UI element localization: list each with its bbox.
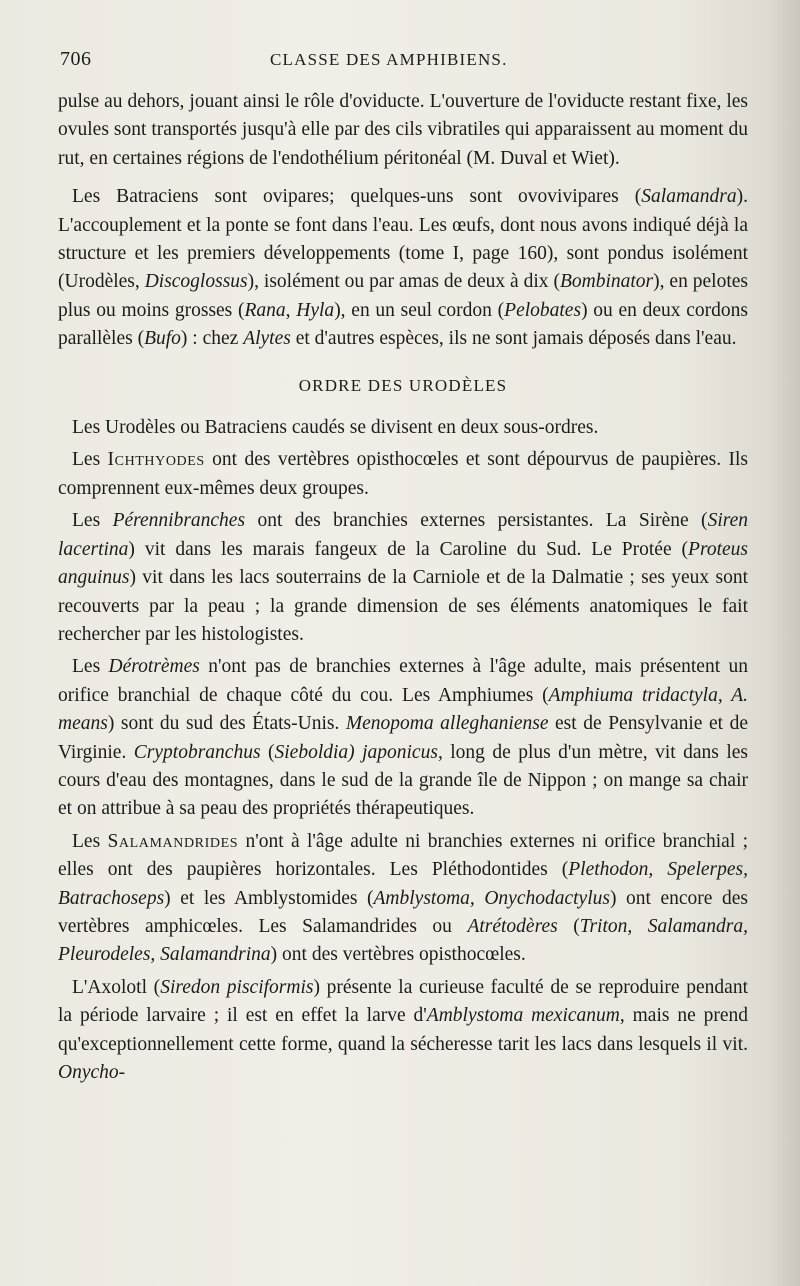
term-derotremes: Dérotrèmes: [108, 656, 200, 678]
paragraph-ichthyodes: Les Ichthyodes ont des vertèbres opisthocœles et sont dépourvus de paupières. Ils comprennent eux-mêmes deux groupes.: [58, 449, 748, 499]
taxon-rana: Rana: [244, 299, 286, 321]
page-number: 706: [60, 48, 92, 70]
taxon-hyla: Hyla: [296, 299, 335, 321]
paragraph-derotremes: Les Dérotrèmes n'ont pas de branchies externes à l'âge adulte, mais présentent un orifice branchial de chaque côté du cou. Les Amphiumes (Amphiuma tridactyla, A. means) sont du sud des États-Unis. Menopoma alleghaniense est de Pensylvanie et de Virginie. Cryptobranchus (Sieboldia) japonicus, long de plus d'un mètre, vit dans les cours d'eau des montagnes, dans le sud de la grande île de Nippon ; on mange sa chair et on attribue à sa peau des propriétés thérapeutiques.: [58, 656, 749, 820]
page-edge-shadow: [770, 0, 800, 1286]
taxon-bombinator: Bombinator: [559, 271, 654, 293]
taxon-bufo: Bufo: [144, 328, 181, 350]
taxon-cryptobranchus: Cryptobranchus: [133, 741, 261, 763]
taxon-menopoma: Menopoma alleghaniense: [345, 713, 549, 735]
term-atretoderes: Atrétodères: [467, 915, 558, 937]
taxon-amblystoma: Amblystoma, Onychodactylus: [373, 887, 610, 909]
taxon-sieboldia: Sieboldia) japonicus: [274, 741, 438, 763]
taxon-siredon: Siredon pisciformis: [160, 976, 314, 998]
section-title: ORDRE DES URODÈLES: [298, 375, 508, 395]
taxon-alytes: Alytes: [243, 328, 291, 350]
taxon-triton: Triton, Salamandra, Pleurodeles, Salamandrina: [58, 915, 748, 966]
term-ichthyodes: Ichthyodes: [107, 449, 205, 471]
taxon-proteus: Proteus anguinus: [58, 538, 748, 589]
taxon-discoglossus: Discoglossus: [144, 271, 248, 293]
taxon-plethodon: Plethodon, Spelerpes, Batrachoseps: [58, 859, 748, 909]
paragraph-perennibranches: Les Pérennibranches ont des branchies externes persistantes. La Sirène (Siren lacertina) vit dans les marais fangeux de la Caroline du Sud. Le Protée (Proteus anguinus) vit dans les lacs souterrains de la Carniole et de la Dalmatie ; ses yeux sont recouverts par la peau ; la grande dimension de ses éléments anatomiques le fait rechercher par les histologistes.: [58, 510, 749, 645]
page-header: [60, 48, 750, 72]
paragraph-urodeles: Les Urodèles ou Batraciens caudés se divisent en deux sous-ordres.: [72, 417, 599, 439]
taxon-salamandra: Salamandra: [641, 186, 737, 208]
term-salamandrides: Salamandrides: [107, 830, 239, 852]
paragraph-oviducte: pulse au dehors, jouant ainsi le rôle d'oviducte. L'ouverture de l'oviducte restant fixe, les ovules sont transportés jusqu'à elle par des cils vibratiles qui apparaissent au moment du rut, en certaines régions de l'endothélium péritonéal (M. Duval et Wiet).: [58, 91, 748, 169]
paragraph-batraciens-ovipares: Les Batraciens sont ovipares; quelques-uns sont ovovivipares (Salamandra). L'accouplement et la ponte se font dans l'eau. Les œufs, dont nous avons indiqué déjà la structure et les premiers développements (tome I, page 160), sont pondus isolément (Urodèles, Discoglossus), isolément ou par amas de deux à dix (Bombinator), en pelotes plus ou moins grosses (Rana, Hyla), en un seul cordon (Pelobates) ou en deux cordons parallèles (Bufo) : chez Alytes et d'autres espèces, ils ne sont jamais déposés dans l'eau.: [58, 186, 749, 350]
running-title: CLASSE DES AMPHIBIENS.: [270, 50, 508, 69]
term-perennibranches: Pérennibranches: [112, 510, 246, 532]
body-text: [58, 88, 748, 1091]
taxon-pelobates: Pelobates: [504, 299, 582, 321]
taxon-onycho: Onycho-: [58, 1062, 126, 1083]
taxon-siren: Siren lacertina: [58, 510, 749, 560]
taxon-amblystoma-mexicanum: Amblystoma mexicanum: [426, 1005, 620, 1027]
taxon-amphiuma: Amphiuma tridactyla, A. means: [58, 684, 748, 735]
paragraph-axolotl: L'Axolotl (Siredon pisciformis) présente la curieuse faculté de se reproduire pendant la période larvaire ; il est en effet la larve d'Amblystoma mexicanum, mais ne prend qu'exceptionnellement cette forme, quand la sécheresse tarit les lacs dans lesquels il vit. Onycho-: [58, 976, 748, 1083]
paragraph-salamandrides: Les Salamandrides n'ont à l'âge adulte ni branchies externes ni orifice branchial ; elles ont des paupières horizontales. Les Pléthodontides (Plethodon, Spelerpes, Batrachoseps) et les Amblystomides (Amblystoma, Onychodactylus) ont encore des vertèbres amphicœles. Les Salamandrides ou Atrétodères (Triton, Salamandra, Pleurodeles, Salamandrina) ont des vertèbres opisthocœles.: [58, 830, 748, 966]
